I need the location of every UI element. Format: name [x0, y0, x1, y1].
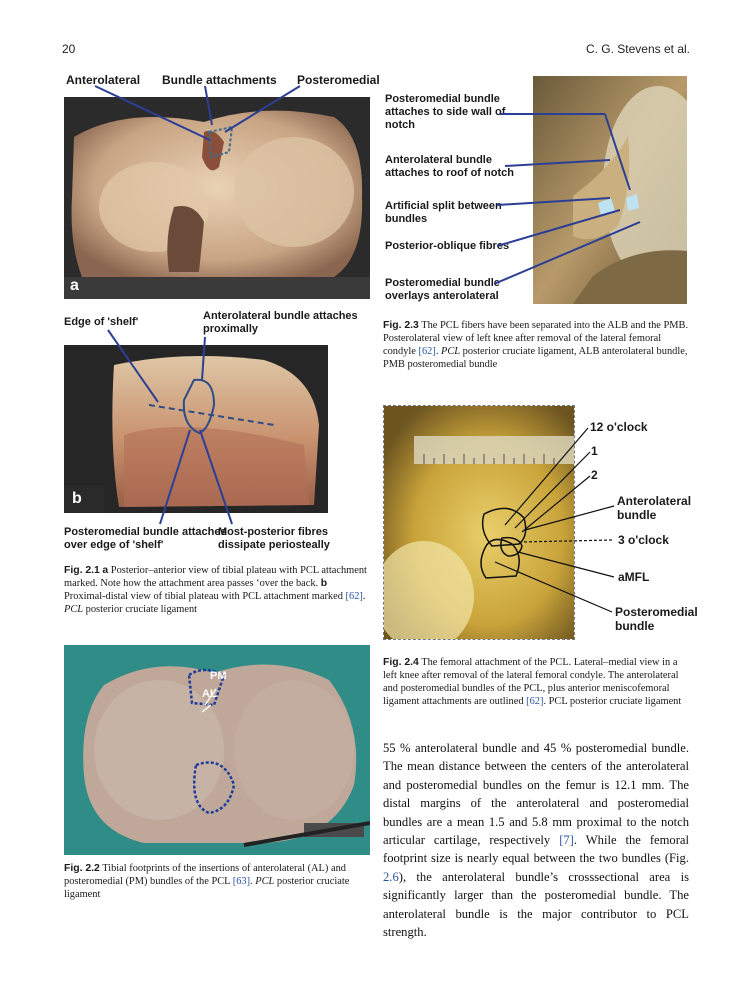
body-citation-7[interactable]: [7] — [559, 833, 574, 848]
body-text-1: 55 % anterolateral bundle and 45 % posteromedial bundle. The mean distance between the centers of the anterolateral and posteromedial bundles on the femur is 12.1 mm. The distal margins of the anterolateral and posteromedial bundles are a mean 1.5 and 5.8 mm proximal to the notch articular cartilage, respectively — [383, 741, 689, 848]
fig4-label-3-oclock: 3 o'clock — [618, 533, 669, 547]
fig3-label-pm-overlays-1: Posteromedial bundle — [385, 277, 500, 289]
fig1b-label-edge-of-shelf: Edge of 'shelf' — [64, 316, 139, 328]
fig4-caption-text2: . PCL posterior cruciate ligament — [543, 696, 682, 707]
fig1-caption-text1: Posterior–anterior view of tibial plateau with PCL attachment marked. Note how the attachment area passes ‘over the back. — [64, 565, 367, 589]
fig3-label-al-roof-2: attaches to roof of notch — [385, 167, 514, 179]
fig1-caption-text3: . — [362, 591, 366, 602]
fig4-photo — [383, 405, 575, 640]
fig1b-panel-letter: b — [72, 490, 82, 507]
fig3-label-al-roof — [385, 154, 514, 180]
fig3-label-pm-side-wall-1: Posteromedial bundle — [385, 93, 500, 105]
fig3-caption-abbr: PCL — [441, 346, 461, 357]
fig3-caption-text1: The PCL fibers have been separated into the ALB and the PMB. Posterolateral view of left knee after removal of the lateral femoral condyle — [383, 320, 689, 357]
fig2-photo — [64, 645, 370, 855]
fig1-caption-a: a — [102, 565, 109, 576]
fig3-label-pm-overlays-2: overlays anterolateral — [385, 290, 499, 302]
fig3-label-artificial-split-2: bundles — [385, 213, 428, 225]
fig4-label-amfl: aMFL — [618, 570, 650, 584]
fig1-caption-text4: posterior cruciate ligament — [83, 604, 198, 615]
fig1b-label-pm-attaches-1: Posteromedial bundle attaches — [64, 526, 227, 538]
fig3-label-pm-side-wall-3: notch — [385, 119, 415, 131]
fig2-caption-text2: . — [250, 876, 256, 887]
fig4-caption — [383, 656, 689, 708]
fig4-label-1: 1 — [591, 444, 598, 458]
fig3-caption-citation[interactable]: [62] — [418, 346, 436, 357]
fig1-caption — [64, 564, 370, 616]
fig1-caption-label: Fig. 2.1 — [64, 565, 100, 576]
fig4-label-anterolateral-1: Anterolateral — [617, 494, 692, 508]
fig2-caption-citation[interactable]: [63] — [232, 876, 251, 887]
fig3-caption — [383, 319, 689, 371]
fig1b-label-posterior-fibres-1: Most-posterior fibres — [218, 526, 329, 538]
fig1b-label-pm-attaches-2: over edge of 'shelf' — [64, 539, 164, 551]
fig3-caption-label: Fig. 2.3 — [383, 320, 419, 331]
body-text-2: . While the femoral footprint size is nearly equal between the two bundles (Fig. — [383, 833, 690, 866]
fig1b-label-al-attaches-2: proximally — [203, 323, 259, 335]
fig4-label-2: 2 — [591, 468, 598, 482]
fig1b-label-posterior-fibres-2: dissipate periosteally — [218, 539, 330, 551]
page-number: 20 — [62, 42, 76, 56]
fig3-label-posterior-oblique-1: Posterior-oblique fibres — [385, 240, 510, 252]
fig3-caption-text3: posterior cruciate ligament, ALB anterolateral bundle, PMB posteromedial bundle — [383, 346, 688, 370]
fig2-label-pm: PM — [210, 670, 227, 682]
body-text-3: ), the anterolateral bundle’s crosssectional area is significantly larger than the posteromedial bundle. The anterolateral bundle is the major contributor to PCL strength. — [383, 869, 689, 940]
fig2-caption-label: Fig. 2.2 — [64, 863, 100, 874]
fig2-caption-abbr: PCL — [255, 876, 275, 887]
fig3-label-al-roof-1: Anterolateral bundle — [385, 154, 492, 166]
fig3-label-pm-side-wall — [385, 93, 505, 132]
fig4-label-posteromedial-1: Posteromedial — [615, 605, 698, 619]
body-paragraph — [383, 739, 689, 941]
fig3-label-artificial-split — [385, 200, 502, 226]
fig1a-label-bundle-attachments: Bundle attachments — [162, 73, 277, 87]
fig3-label-pm-side-wall-2: attaches to side wall of — [385, 106, 506, 118]
running-head-authors: C. G. Stevens et al. — [585, 42, 690, 56]
fig4-label-anterolateral-2: bundle — [617, 508, 657, 522]
fig4-caption-label: Fig. 2.4 — [383, 657, 419, 668]
fig2-caption-text1: Tibial footprints of the insertions of anterolateral (AL) and posteromedial (PM) bundles of the PCL — [64, 863, 346, 887]
fig3-label-artificial-split-1: Artificial split between — [385, 200, 502, 212]
fig3-caption-text2: . — [435, 346, 442, 357]
fig1-caption-citation[interactable]: [62] — [345, 591, 363, 602]
body-figure-ref[interactable]: 2.6 — [383, 869, 399, 884]
fig4-label-posteromedial-2: bundle — [615, 619, 655, 633]
fig1b-label-al-attaches-1: Anterolateral bundle attaches — [203, 310, 358, 322]
fig1a-label-anterolateral: Anterolateral — [66, 73, 141, 87]
fig2-label-al: AL — [202, 688, 217, 700]
fig1-caption-b: b — [320, 578, 328, 589]
fig3-label-pm-overlays — [385, 277, 500, 303]
fig4-label-12-oclock: 12 o'clock — [590, 420, 648, 434]
fig3-photo — [533, 76, 687, 304]
fig1-caption-text2: Proximal-distal view of tibial plateau with PCL attachment marked — [64, 591, 346, 602]
fig3-label-posterior-oblique — [385, 240, 509, 253]
fig4-caption-citation[interactable]: [62] — [526, 696, 544, 707]
fig4-caption-text1: The femoral attachment of the PCL. Lateral–medial view in a left knee after removal of the lateral femoral condyle. The anterolateral and posteromedial bundles of the PCL, plus anterior meniscofemoral ligament attachments are outlined — [383, 657, 679, 707]
fig2-caption — [64, 862, 370, 901]
fig2-caption-text3: posterior cruciate ligament — [64, 876, 350, 900]
fig1-caption-abbr: PCL — [64, 604, 84, 615]
fig1a-panel-letter: a — [70, 277, 79, 294]
fig1a-photo — [64, 97, 370, 299]
fig1a-label-posteromedial: Posteromedial — [297, 73, 380, 87]
fig1b-photo — [64, 345, 328, 513]
